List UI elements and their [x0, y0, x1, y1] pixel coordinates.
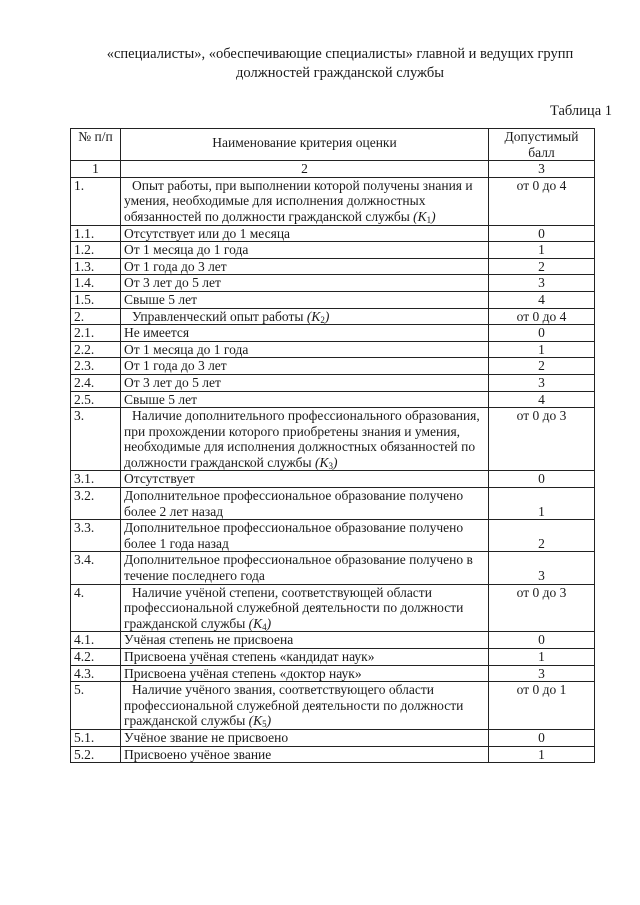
- criterion-name: [121, 275, 489, 292]
- criterion-text: Не имеется: [124, 325, 190, 341]
- criterion-text: Присвоена учёная степень «доктор наук»: [124, 665, 362, 681]
- criterion-row: [71, 275, 595, 292]
- criterion-text: Дополнительное профессиональное образование получено более 2 лет назад: [124, 488, 464, 519]
- criterion-row: [71, 291, 595, 308]
- criterion-text: Присвоена учёная степень «кандидат наук»: [124, 649, 375, 664]
- criterion-name: [121, 746, 489, 763]
- header-score: Допустимый балл: [489, 129, 595, 161]
- criterion-row: [71, 325, 595, 342]
- criterion-name: [121, 520, 489, 552]
- allowed-score: 1: [489, 341, 595, 358]
- allowed-score: 2: [489, 258, 595, 275]
- criterion-name: [121, 258, 489, 275]
- criterion-group-row: [71, 682, 595, 730]
- allowed-score: от 0 до 3: [489, 584, 595, 632]
- criterion-group-row: [71, 308, 595, 325]
- row-number: 2.2.: [71, 341, 121, 358]
- coefficient-symbol: (K: [314, 454, 329, 470]
- criterion-name: [121, 584, 489, 632]
- criterion-text: Присвоено учёное звание: [124, 746, 272, 762]
- row-number: 5.1.: [71, 729, 121, 746]
- row-number: 3.4.: [71, 552, 121, 584]
- criterion-row: [71, 225, 595, 242]
- row-number: 4.: [71, 584, 121, 632]
- criterion-text: Отсутствует: [124, 471, 195, 487]
- criterion-text: Свыше 5 лет: [124, 291, 197, 307]
- row-number: 1.: [71, 177, 121, 225]
- coefficient-symbol: (K: [248, 713, 263, 729]
- criterion-text: Дополнительное профессиональное образование получено более 1 года назад: [124, 520, 464, 551]
- row-number: 4.1.: [71, 632, 121, 649]
- row-number: 3.: [71, 408, 121, 471]
- row-number: 2.1.: [71, 325, 121, 342]
- criterion-row: [71, 242, 595, 259]
- criterion-text: От 1 года до 3 лет: [124, 358, 227, 374]
- criterion-row: [71, 358, 595, 375]
- criterion-name: [121, 177, 489, 225]
- coefficient-symbol: (K: [413, 208, 427, 224]
- coefficient-label: [413, 209, 436, 224]
- criterion-row: [71, 391, 595, 408]
- criterion-row: [71, 258, 595, 275]
- allowed-score: 2: [489, 520, 595, 552]
- criterion-name: [121, 341, 489, 358]
- allowed-score: 1: [489, 746, 595, 763]
- criterion-name: [121, 408, 489, 471]
- row-number: 4.2.: [71, 649, 121, 666]
- criterion-row: [71, 729, 595, 746]
- criterion-text: Управленческий опыт работы: [132, 308, 304, 324]
- criterion-group-row: [71, 408, 595, 471]
- criterion-name: [121, 391, 489, 408]
- allowed-score: 1: [489, 649, 595, 666]
- row-number: 2.4.: [71, 374, 121, 391]
- allowed-score: 3: [489, 552, 595, 584]
- criterion-name: [121, 374, 489, 391]
- allowed-score: от 0 до 4: [489, 308, 595, 325]
- allowed-score: 4: [489, 391, 595, 408]
- criterion-group-row: [71, 177, 595, 225]
- criterion-text: От 3 лет до 5 лет: [124, 275, 221, 291]
- criterion-row: [71, 374, 595, 391]
- criterion-name: [121, 358, 489, 375]
- coefficient-index: 4: [262, 621, 267, 632]
- column-index: 1: [71, 161, 121, 178]
- allowed-score: 3: [489, 374, 595, 391]
- row-number: 1.1.: [71, 225, 121, 242]
- document-heading: [60, 45, 620, 83]
- header-name: Наименование критерия оценки: [121, 129, 489, 161]
- coefficient-close: ): [431, 208, 436, 224]
- coefficient-close: ): [332, 454, 338, 470]
- criterion-text: От 1 месяца до 1 года: [124, 341, 249, 357]
- row-number: 2.: [71, 308, 121, 325]
- header-num: № п/п: [71, 129, 121, 161]
- criterion-name: [121, 242, 489, 259]
- coefficient-label: [249, 713, 272, 728]
- heading-line-1: «специалисты», «обеспечивающие специалисты» главной и ведущих групп: [106, 46, 574, 62]
- criterion-text: От 3 лет до 5 лет: [124, 374, 221, 390]
- allowed-score: от 0 до 1: [489, 682, 595, 730]
- allowed-score: 0: [489, 225, 595, 242]
- criterion-name: [121, 325, 489, 342]
- row-number: 2.5.: [71, 391, 121, 408]
- criterion-group-row: [71, 584, 595, 632]
- allowed-score: 3: [489, 275, 595, 292]
- criterion-row: [71, 665, 595, 682]
- criterion-row: [71, 488, 595, 520]
- row-number: 1.5.: [71, 291, 121, 308]
- allowed-score: от 0 до 4: [489, 177, 595, 225]
- coefficient-index: 3: [328, 460, 333, 471]
- criterion-name: [121, 471, 489, 488]
- allowed-score: 0: [489, 325, 595, 342]
- coefficient-label: [315, 455, 338, 470]
- criterion-text: Наличие дополнительного профессионального образования, при прохождении которого приобретены знания и умения, необходимые для исполнения должностных обязанностей по должности гражданской службы: [124, 408, 480, 470]
- coefficient-close: ): [324, 308, 330, 324]
- criteria-table: [70, 128, 595, 763]
- criterion-name: [121, 649, 489, 666]
- row-number: 4.3.: [71, 665, 121, 682]
- allowed-score: 4: [489, 291, 595, 308]
- coefficient-index: 2: [320, 314, 325, 325]
- row-number: 1.2.: [71, 242, 121, 259]
- row-number: 5.: [71, 682, 121, 730]
- allowed-score: 1: [489, 242, 595, 259]
- coefficient-close: ): [266, 713, 272, 729]
- criterion-row: [71, 746, 595, 763]
- criterion-name: [121, 632, 489, 649]
- coefficient-symbol: (K: [306, 308, 321, 324]
- criterion-text: От 1 года до 3 лет: [124, 258, 227, 274]
- criterion-text: Свыше 5 лет: [124, 391, 197, 407]
- allowed-score: от 0 до 3: [489, 408, 595, 471]
- criterion-row: [71, 552, 595, 584]
- table-caption: Таблица 1: [549, 103, 612, 119]
- criterion-name: [121, 682, 489, 730]
- row-number: 3.3.: [71, 520, 121, 552]
- row-number: 1.3.: [71, 258, 121, 275]
- criterion-name: [121, 225, 489, 242]
- criterion-row: [71, 341, 595, 358]
- criterion-text: От 1 месяца до 1 года: [124, 242, 249, 258]
- criterion-name: [121, 291, 489, 308]
- criterion-text: Опыт работы, при выполнении которой получены знания и умения, необходимые для исполнения должностных обязанностей по должности гражданской службы: [124, 177, 473, 224]
- allowed-score: 0: [489, 632, 595, 649]
- allowed-score: 3: [489, 665, 595, 682]
- criterion-text: Отсутствует или до 1 месяца: [124, 225, 291, 241]
- column-index: 2: [121, 161, 489, 178]
- column-index: 3: [489, 161, 595, 178]
- coefficient-index: 1: [426, 214, 432, 225]
- criterion-text: Учёная степень не присвоена: [124, 632, 294, 648]
- criterion-text: Наличие учёной степени, соответствующей области профессиональной служебной деятельности по должности гражданской службы: [124, 584, 464, 631]
- table-header-row: [71, 129, 595, 161]
- criterion-row: [71, 632, 595, 649]
- heading-line-2: должностей гражданской службы: [236, 65, 444, 81]
- criterion-name: [121, 552, 489, 584]
- row-number: 1.4.: [71, 275, 121, 292]
- row-number: 3.1.: [71, 471, 121, 488]
- row-number: 5.2.: [71, 746, 121, 763]
- criterion-name: [121, 665, 489, 682]
- allowed-score: 1: [489, 488, 595, 520]
- coefficient-label: [249, 616, 272, 631]
- coefficient-symbol: (K: [248, 615, 263, 631]
- table-body: [71, 177, 595, 762]
- allowed-score: 0: [489, 729, 595, 746]
- criterion-row: [71, 649, 595, 666]
- criterion-row: [71, 471, 595, 488]
- criterion-name: [121, 488, 489, 520]
- criterion-row: [71, 520, 595, 552]
- criterion-name: [121, 729, 489, 746]
- row-number: 3.2.: [71, 488, 121, 520]
- coefficient-index: 5: [262, 719, 267, 730]
- column-index-row: [71, 161, 595, 178]
- allowed-score: 0: [489, 471, 595, 488]
- row-number: 2.3.: [71, 358, 121, 375]
- allowed-score: 2: [489, 358, 595, 375]
- coefficient-close: ): [266, 615, 272, 631]
- coefficient-label: [307, 309, 330, 324]
- criterion-text: Наличие учёного звания, соответствующего области профессиональной служебной деятельности по должности гражданской службы: [124, 682, 464, 729]
- criterion-name: [121, 308, 489, 325]
- criterion-text: Учёное звание не присвоено: [124, 729, 289, 745]
- criterion-text: Дополнительное профессиональное образование получено в течение последнего года: [124, 552, 473, 584]
